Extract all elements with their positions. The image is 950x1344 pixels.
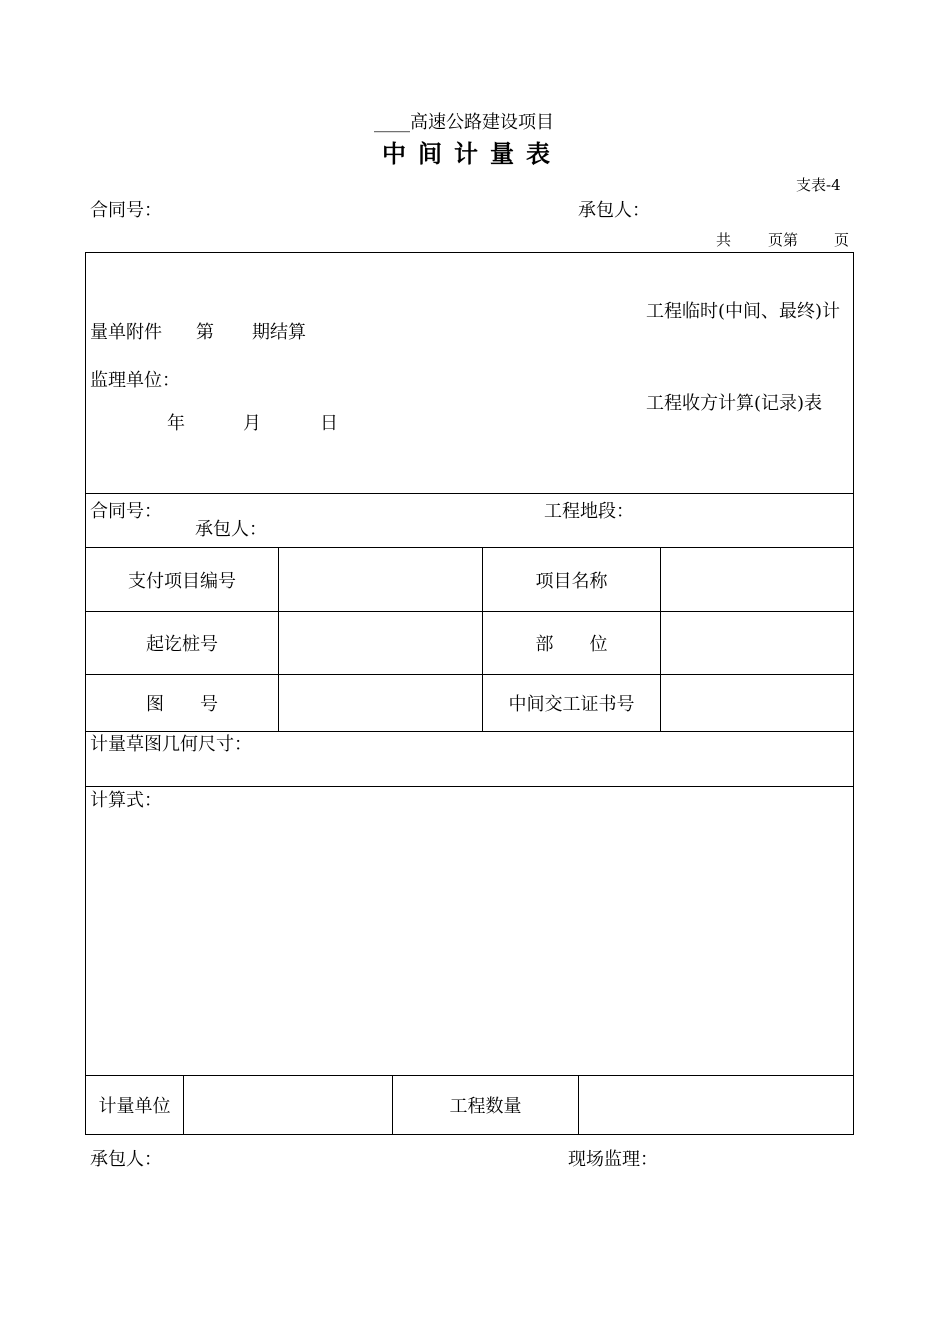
quantity-label: 工程数量 [449, 1096, 522, 1117]
measure-unit-value [184, 1076, 392, 1134]
page-title: 中间计量表 [382, 139, 562, 168]
sketch-dimensions-label: 计量草图几何尺寸： [90, 734, 252, 755]
settlement-text-1: 工程临时(中间、最终)计 [646, 301, 841, 322]
measure-unit-label: 计量单位 [98, 1096, 171, 1117]
location-value [661, 612, 853, 674]
info-section-label: 工程地段： [544, 501, 634, 522]
survey-record-text: 工程收方计算(记录)表 [646, 393, 823, 414]
info-contractor-label: 承包人： [195, 519, 267, 540]
formula-label: 计算式： [90, 790, 162, 811]
item-name-value [661, 548, 853, 611]
month-label: 月 [243, 413, 261, 434]
handover-cert-no-label: 中间交工证书号 [508, 694, 635, 715]
day-label: 日 [320, 413, 338, 434]
page-total-label: 共 [716, 231, 732, 249]
period-prefix: 第 [196, 322, 214, 343]
contract-no-label: 合同号： [90, 200, 162, 221]
divider-formula-top [85, 786, 854, 787]
footer-supervisor-label: 现场监理： [568, 1149, 658, 1170]
page-end-label: 页 [834, 231, 850, 249]
page-mid-label: 页第 [768, 231, 799, 249]
supervisor-unit-label: 监理单位： [90, 370, 180, 391]
form-code: 支表-4 [796, 176, 841, 194]
footer-contractor-label: 承包人： [90, 1149, 162, 1170]
handover-cert-no-value [661, 675, 853, 731]
station-range-value [279, 612, 482, 674]
period-suffix: 期结算 [252, 322, 306, 343]
location-label: 部 位 [535, 634, 608, 655]
drawing-no-value [279, 675, 482, 731]
divider-info-top [85, 493, 854, 494]
item-name-label: 项目名称 [535, 570, 608, 592]
quantity-value [579, 1076, 853, 1134]
payment-item-no-value [279, 548, 482, 611]
table-border-bottom [85, 1134, 854, 1135]
payment-item-no-label: 支付项目编号 [128, 570, 236, 592]
table-border-top [85, 252, 854, 253]
drawing-no-label: 图 号 [146, 694, 218, 715]
station-range-label: 起讫桩号 [146, 634, 218, 655]
project-prefix: ____ [374, 112, 410, 133]
settlement-text-2: 量单附件 [90, 322, 162, 343]
project-header [374, 114, 554, 132]
table-border-right [853, 252, 854, 1135]
info-contract-no-label: 合同号： [90, 501, 162, 522]
grid-hline-3 [85, 731, 854, 732]
project-name: 高速公路建设项目 [410, 112, 554, 133]
year-label: 年 [167, 413, 185, 434]
contractor-label: 承包人： [578, 200, 650, 221]
